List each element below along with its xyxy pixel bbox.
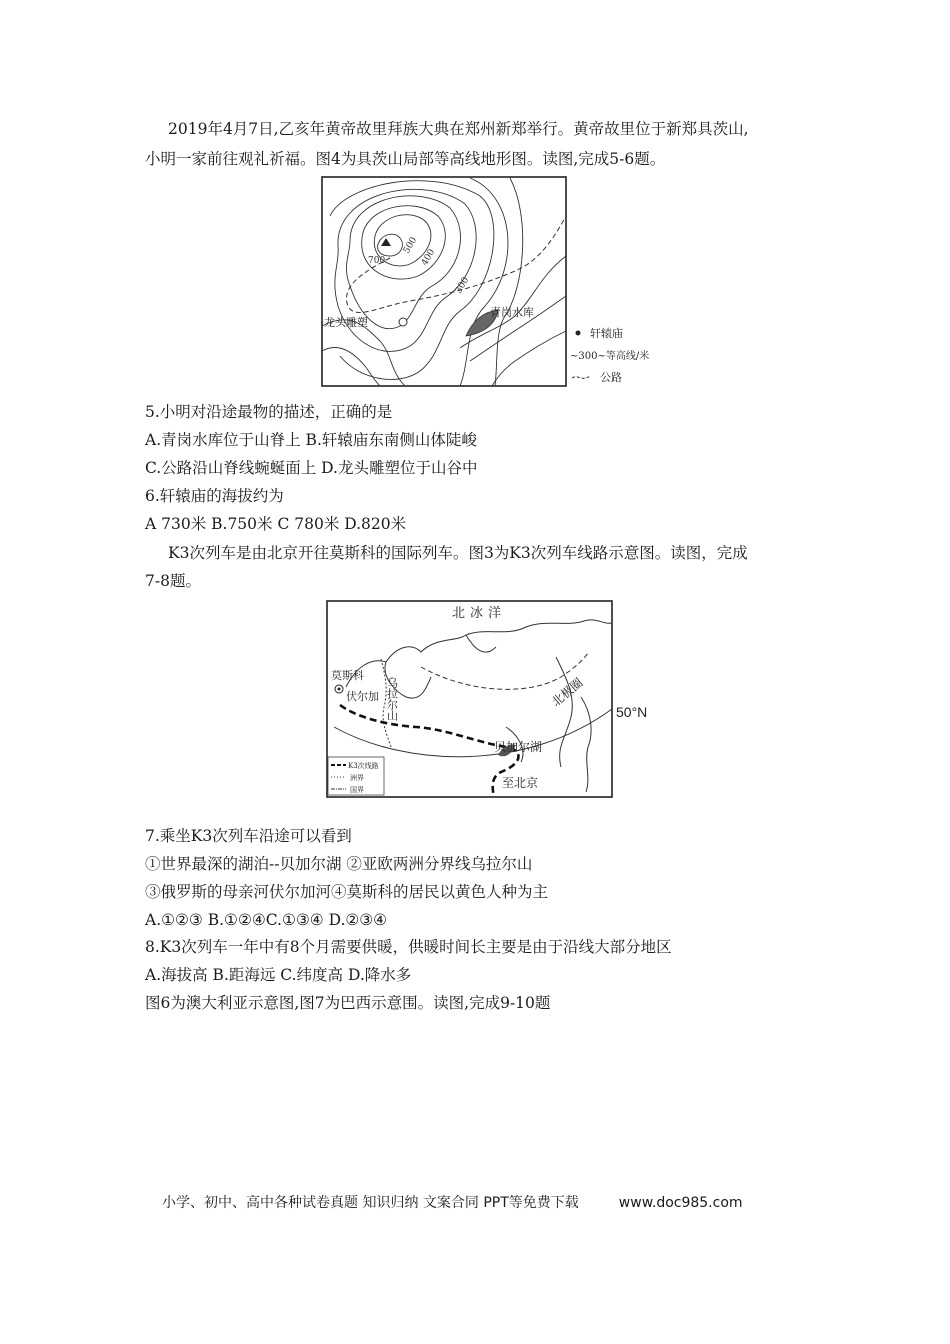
contour-label-400: 400 <box>419 247 438 268</box>
intro2-line-1: K3次列车是由北京开往莫斯科的国际列车。图3为K3次列车线路示意图。读图，完成 <box>168 544 748 562</box>
question-6-stem: 6.轩辕庙的海拔约为 <box>145 487 284 505</box>
intro3-line: 图6为澳大利亚示意图,图7为巴西示意围。读图,完成9-10题 <box>145 994 551 1012</box>
statue-label: 龙头雕塑 <box>324 316 368 329</box>
legend-road-icon <box>572 376 590 378</box>
intro2-line-2: 7-8题。 <box>145 572 201 590</box>
contour-map-frame <box>322 177 566 386</box>
contour-map-figure <box>320 176 692 388</box>
temple-marker <box>381 238 391 246</box>
question-6-options: A 730米 B.750米 C 780米 D.820米 <box>145 515 407 533</box>
contour-label-500: 500 <box>401 235 420 256</box>
question-5-stem: 5.小明对沿途最物的描述，正确的是 <box>145 403 393 421</box>
statue-marker <box>399 318 407 326</box>
baikal-label: 贝加尔湖 <box>494 740 543 754</box>
legend-route-label: K3次线路 <box>348 762 379 770</box>
question-8-options: A.海拔高 B.距海远 C.纬度高 D.降水多 <box>145 966 412 984</box>
to-beijing-label: 至北京 <box>502 776 539 790</box>
legend-continent-label: 洲界 <box>350 774 364 782</box>
question-7-options: A.①②③ B.①②④C.①③④ D.②③④ <box>145 911 388 929</box>
volga-label: 伏尔加 <box>346 690 379 703</box>
question-7-statements-12: ①世界最深的湖泊--贝加尔湖 ②亚欧两洲分界线乌拉尔山 <box>145 855 533 873</box>
intro-paragraph-line-2: 小明一家前往观礼祈福。图4为具茨山局部等高线地形图。读图,完成5-6题。 <box>145 150 666 168</box>
legend-contour-label: ~300~等高线/米 <box>570 351 650 362</box>
question-8-stem: 8.K3次列车一年中有8个月需要供暖，供暖时间长主要是由于沿线大部分地区 <box>145 938 672 956</box>
legend-temple-icon <box>576 331 581 336</box>
question-7-stem: 7.乘坐K3次列车沿途可以看到 <box>145 827 352 845</box>
footer-url[interactable]: www.doc985.com <box>618 1195 743 1211</box>
lat-50n-label: 50°N <box>616 704 648 720</box>
reservoir-label: 青岗水库 <box>490 306 534 319</box>
contour-label-300: 300 <box>453 275 472 296</box>
legend-border-label: 国界 <box>350 786 364 794</box>
train-route-map-figure <box>326 597 662 799</box>
legend-road-label: 公路 <box>600 371 622 384</box>
moscow-label: 莫斯科 <box>331 669 364 682</box>
footer-text: 小学、初中、高中各种试卷真题 知识归纳 文案合同 PPT等免费下载 <box>162 1195 579 1211</box>
ural-label: 乌拉尔山 <box>385 677 399 721</box>
arctic-ocean-label: 北冰洋 <box>452 606 507 621</box>
legend-temple-label: 轩辕庙 <box>590 327 623 340</box>
question-7-statements-34: ③俄罗斯的母亲河伏尔加河④莫斯科的居民以黄色人种为主 <box>145 883 549 901</box>
page-footer <box>162 1192 743 1212</box>
contour-label-700: 700 <box>368 256 386 266</box>
question-5-options-ab: A.青岗水库位于山脊上 B.轩辕庙东南侧山体陡峻 <box>145 431 477 449</box>
arctic-circle-label: 北极圈 <box>548 675 586 710</box>
question-5-options-cd: C.公路沿山脊线蜿蜒面上 D.龙头雕塑位于山谷中 <box>145 459 478 477</box>
intro-paragraph-line-1: 2019年4月7日,乙亥年黄帝故里拜族大典在郑州新郑举行。黄帝故里位于新郑具茨山, <box>168 120 749 138</box>
